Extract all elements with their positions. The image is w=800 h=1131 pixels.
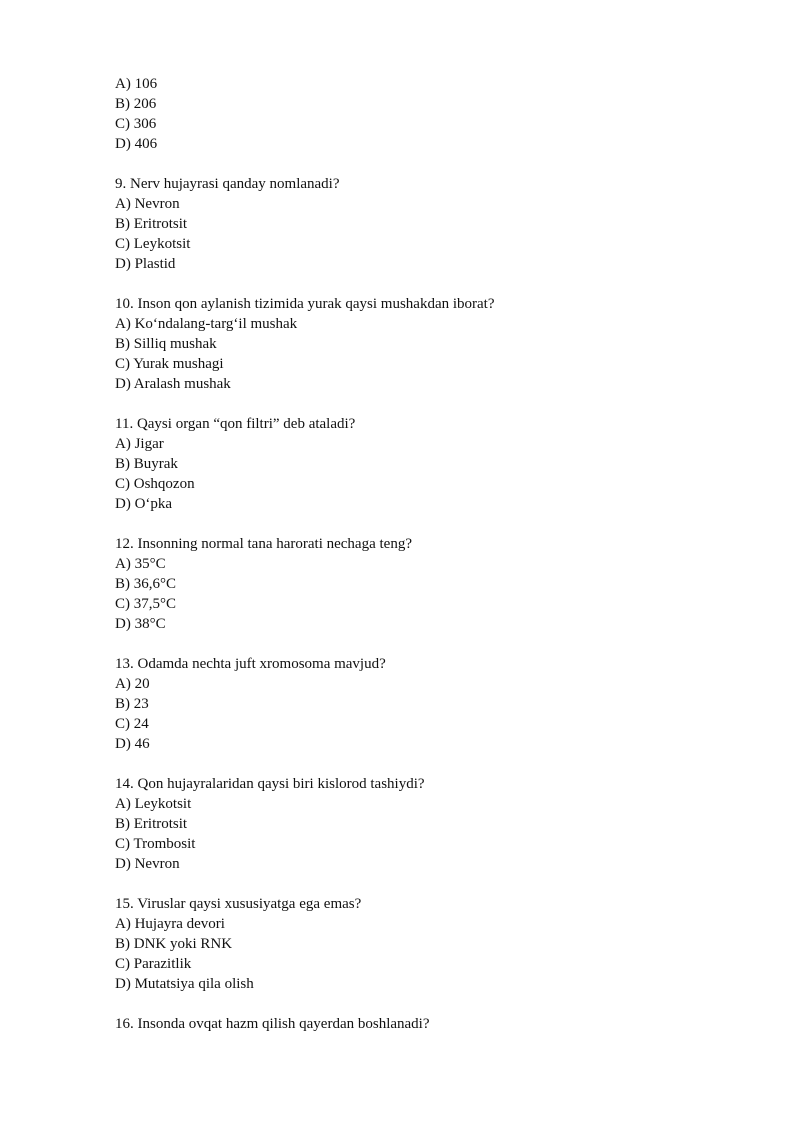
question-text: 14. Qon hujayralaridan qaysi biri kislorod tashiydi? (115, 776, 425, 792)
option-c: C) Leykotsit (115, 236, 191, 252)
spacer (115, 394, 755, 414)
option-c: C) Trombosit (115, 836, 196, 852)
option-c: C) Yurak mushagi (115, 356, 224, 372)
option-c: C) Parazitlik (115, 956, 192, 972)
option-b: B) Eritrotsit (115, 216, 188, 232)
spacer (115, 154, 755, 174)
option-d: D) Oʻpka (115, 496, 173, 512)
option-a: A) Leykotsit (115, 796, 192, 812)
option-c: C) 306 (115, 116, 157, 132)
option-a: A) Koʻndalang-targʻil mushak (115, 316, 298, 332)
option-b: B) Silliq mushak (115, 336, 217, 352)
question-block (115, 1014, 755, 1034)
question-text: 10. Inson qon aylanish tizimida yurak qaysi mushakdan iborat? (115, 296, 495, 312)
question-text: 13. Odamda nechta juft xromosoma mavjud? (115, 656, 386, 672)
option-b: B) 36,6°C (115, 576, 177, 592)
option-a: A) 35°C (115, 556, 166, 572)
option-d: D) 406 (115, 136, 158, 152)
option-b: B) Buyrak (115, 456, 178, 472)
option-b: B) DNK yoki RNK (115, 936, 233, 952)
option-a: A) Jigar (115, 436, 164, 452)
option-c: C) Oshqozon (115, 476, 195, 492)
question-block (115, 654, 755, 754)
spacer (115, 754, 755, 774)
question-block (115, 894, 755, 994)
option-c: C) 37,5°C (115, 596, 177, 612)
spacer (115, 634, 755, 654)
document-page (115, 74, 755, 1034)
option-c: C) 24 (115, 716, 149, 732)
option-d: D) 38°C (115, 616, 166, 632)
option-d: D) Nevron (115, 856, 180, 872)
option-b: B) 23 (115, 696, 149, 712)
spacer (115, 994, 755, 1014)
option-d: D) 46 (115, 736, 150, 752)
spacer (115, 514, 755, 534)
spacer (115, 274, 755, 294)
question-text: 16. Insonda ovqat hazm qilish qayerdan boshlanadi? (115, 1016, 430, 1032)
question-block (115, 414, 755, 514)
question-text: 15. Viruslar qaysi xususiyatga ega emas? (115, 896, 362, 912)
question-block (115, 294, 755, 394)
option-a: A) 106 (115, 76, 158, 92)
option-a: A) 20 (115, 676, 150, 692)
option-a: A) Nevron (115, 196, 180, 212)
option-b: B) Eritrotsit (115, 816, 188, 832)
option-d: D) Mutatsiya qila olish (115, 976, 254, 992)
option-a: A) Hujayra devori (115, 916, 225, 932)
spacer (115, 874, 755, 894)
option-d: D) Plastid (115, 256, 176, 272)
question-text: 12. Insonning normal tana harorati nechaga teng? (115, 536, 412, 552)
option-d: D) Aralash mushak (115, 376, 231, 392)
question-text: 9. Nerv hujayrasi qanday nomlanadi? (115, 176, 340, 192)
question-block (115, 174, 755, 274)
previous-question-options (115, 74, 755, 154)
question-block (115, 774, 755, 874)
question-block (115, 534, 755, 634)
option-b: B) 206 (115, 96, 157, 112)
question-text: 11. Qaysi organ “qon filtri” deb ataladi? (115, 416, 356, 432)
